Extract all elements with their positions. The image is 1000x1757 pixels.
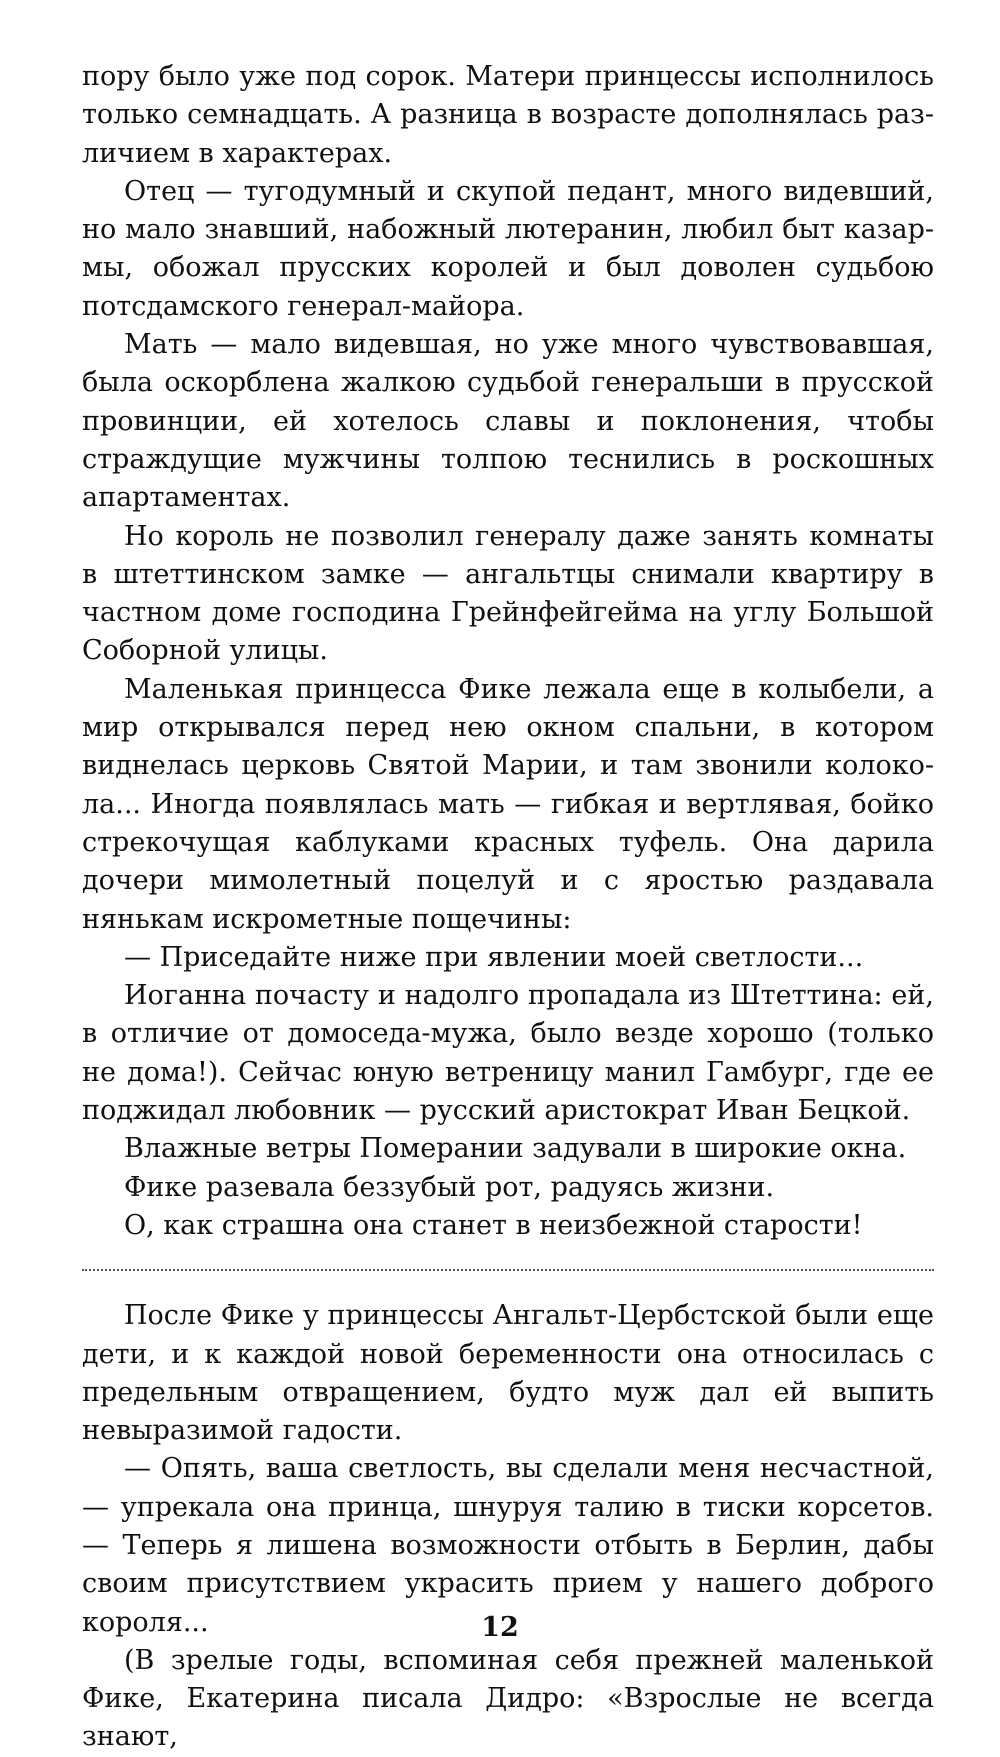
page-text (82, 58, 934, 1757)
paragraph: — Приседайте ниже при явлении моей светлости... (124, 941, 864, 973)
section-1 (82, 58, 934, 1245)
paragraph: Иоганна почасту и надолго пропадала из Штеттина: ей, в отличие от домоседа-мужа, было везде хорошо (только не дома!). Сейчас юную ветреницу манил Гамбург, где ее поджидал любовник — русский аристократ Иван Бецкой. (82, 980, 934, 1127)
paragraph: Но король не позволил генералу даже занять комнаты в штеттинском замке — ангальтцы снимали квартиру в частном доме господина Грейнфейгейма на углу Большой Соборной улицы. (82, 520, 934, 667)
section-divider (82, 1269, 934, 1271)
paragraph: — Опять, ваша светлость, вы сделали меня несчастной, — упрекала она принца, шнуруя талию в тиски корсетов. — Теперь я лишена возможности отбыть в Берлин, дабы своим присутствием украсить прием у нашего доброго короля... (82, 1453, 934, 1638)
paragraph: Мать — мало видевшая, но уже много чувствовавшая, была оскорблена жалкою судьбой генеральши в прусской провинции, ей хотелось славы и поклонения, чтобы страждущие мужчины толпою теснились в роскошных апартаментах. (82, 329, 934, 514)
paragraph: О, как страшна она станет в неизбежной старости! (124, 1209, 863, 1241)
paragraph: После Фике у принцессы Ангальт-Цербстской были еще дети, и к каждой новой беременности она относилась с предельным отвращением, будто муж дал ей выпить невыразимой гадости. (82, 1300, 934, 1447)
paragraph: Фике разевала беззубый рот, радуясь жизни. (124, 1171, 775, 1203)
paragraph: Влажные ветры Померании задували в широкие окна. (124, 1133, 907, 1165)
page-number: 12 (481, 1612, 519, 1643)
paragraph: пору было уже под сорок. Матери принцессы исполнилось только семнадцать. А разница в возрасте дополнялась различием в характерах. (82, 61, 934, 169)
paragraph: Отец — тугодумный и скупой педант, много видевший, но мало знавший, набожный лютеранин, любил быт казармы, обожал прусских королей и был доволен судьбою потсдамского генерал-майора. (82, 175, 934, 322)
paragraph: Маленькая принцесса Фике лежала еще в колыбели, а мир открывался перед нею окном спальни, в котором виднелась церковь Святой Марии, и там звонили колокола... Иногда появлялась мать — гибкая и вертлявая, бойко стрекочущая каблуками красных туфель. Она дарила дочери мимолетный поцелуй и с яростью раздавала нянькам искрометные пощечины: (82, 673, 934, 935)
paragraph: (В зрелые годы, вспоминая себя прежней маленькой Фике, Екатерина писала Дидро: «Взрослые не всегда знают, (82, 1644, 934, 1753)
section-2 (82, 1297, 934, 1757)
